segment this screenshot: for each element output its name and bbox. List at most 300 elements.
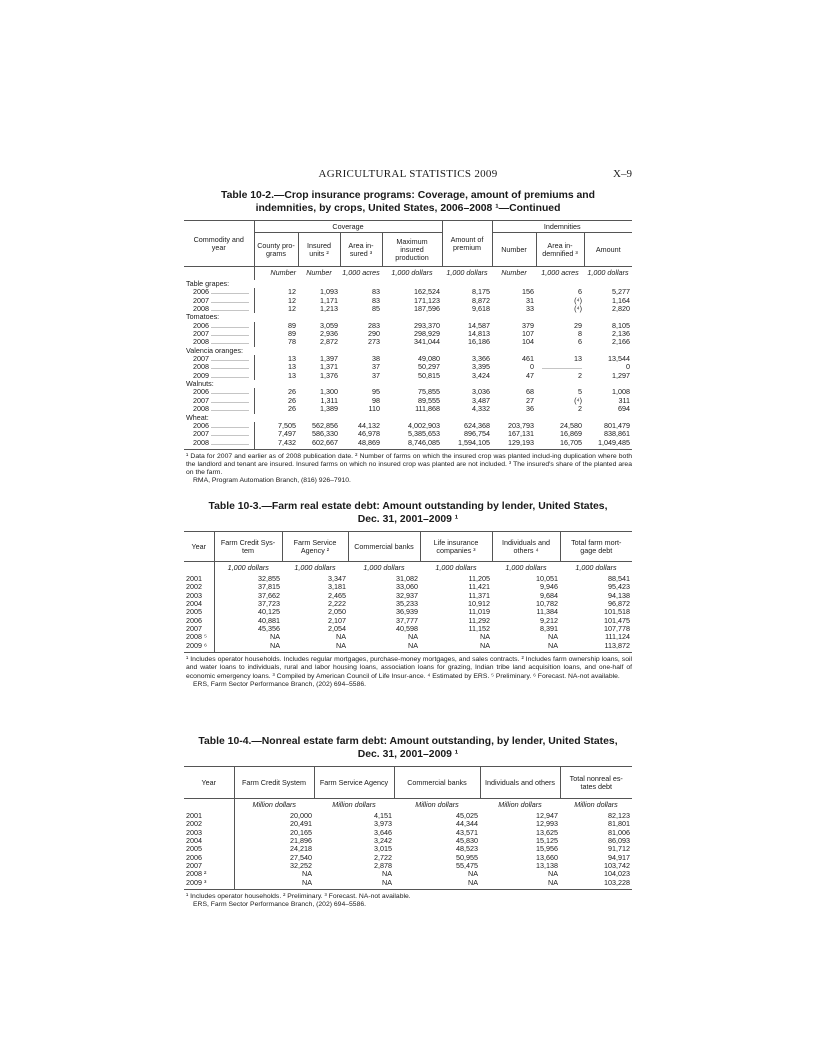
table-cell: 2,054 (328, 624, 346, 634)
table-10-4-title (184, 735, 632, 761)
table-row (184, 854, 632, 862)
table-cell: 1,171 (320, 295, 338, 305)
units-cell: Million dollars (332, 800, 376, 809)
row-year: 2002 (186, 582, 202, 592)
units-cell: Number (501, 268, 527, 277)
table-cell: 50,297 (418, 362, 440, 372)
table-cell: 111,124 (605, 632, 630, 642)
table-cell: 13,544 (608, 354, 630, 364)
table-cell: 95,423 (608, 582, 630, 592)
table-cell: 5 (578, 387, 582, 397)
table-cell: 45,025 (456, 811, 478, 820)
table-cell: 103,228 (604, 877, 630, 887)
col-header-amount: Amount (584, 233, 632, 267)
table-cell: 3,059 (320, 320, 338, 330)
units-cell (184, 799, 234, 813)
table-cell: 37,815 (214, 583, 282, 591)
row-year: 2003 (186, 590, 202, 600)
table-cell: NA (234, 879, 314, 890)
table-cell: 8,872 (472, 295, 490, 305)
table-cell: 9,212 (540, 615, 558, 625)
title-line: Table 10-3.—Farm real estate debt: Amount outstanding by lender, United States, (208, 501, 608, 512)
table-cell: 15,125 (536, 836, 558, 846)
table-cell: 1,164 (612, 295, 630, 305)
table-row (184, 297, 632, 305)
table-cell: 2 (578, 404, 582, 414)
table-cell: 1,093 (320, 287, 338, 297)
col-header: Total nonreal es- tates debt (560, 767, 632, 799)
table-cell: 13 (254, 372, 298, 380)
table-cell: 298,929 (414, 329, 440, 339)
table-cell: 1,213 (320, 304, 338, 314)
units-cell: 1,000 dollars (575, 563, 617, 572)
table-cell: 0 (530, 362, 534, 372)
table-cell: 45,830 (456, 836, 478, 846)
source-line: ERS, Farm Sector Performance Branch, (202) 694–5586. (193, 901, 367, 909)
leader-dots: ................... (209, 337, 249, 347)
table-cell: 47 (526, 370, 534, 380)
table-cell: 12 (254, 297, 298, 305)
table-cell: 13 (254, 355, 298, 363)
table-cell: 2,166 (612, 337, 630, 347)
table-row (184, 845, 632, 853)
table-cell: 1,049,485 (598, 437, 630, 447)
row-year: 2004 (186, 836, 202, 846)
col-header: Farm Credit System (234, 767, 314, 799)
table-cell: 1,371 (320, 362, 338, 372)
group-row (184, 280, 632, 288)
table-cell: 98 (372, 395, 380, 405)
table-cell: 11,292 (468, 615, 490, 625)
table-row (184, 820, 632, 828)
row-year: 2005 (186, 607, 202, 617)
table-cell: 94,138 (608, 590, 630, 600)
table-cell: 1,389 (320, 404, 338, 414)
footnote-text: ¹ Data for 2007 and earlier as of 2008 publication date. ² Number of farms on which the insured crop was planted includ-ing duplication where both the landlord and tenant are insured. Insured farms on which no insured crop was planted are not included. ³ The insured's share of the planted area on the farm. (186, 452, 632, 477)
table-cell: 27 (526, 395, 534, 405)
table-cell: 156 (522, 287, 534, 297)
table-cell: 3,487 (472, 395, 490, 405)
table-cell: 562,856 (312, 420, 338, 430)
table-cell: 13,138 (536, 861, 558, 871)
units-cell: 1,000 dollars (363, 563, 405, 572)
group-row (184, 380, 632, 388)
table-row (184, 305, 632, 313)
table-cell: 1,311 (320, 395, 338, 405)
col-header: Commercial banks (394, 767, 480, 799)
table-cell: 75,855 (418, 387, 440, 397)
table-cell: 11,152 (468, 624, 490, 634)
table-cell: 40,598 (396, 624, 418, 634)
group-row (184, 347, 632, 355)
col-header-max-insured: Maximum insured production (382, 233, 442, 267)
col-header: Year (184, 532, 214, 562)
table-cell: 9,946 (540, 582, 558, 592)
table-cell: 2,936 (320, 329, 338, 339)
row-year: 2009 ³ (186, 877, 207, 887)
table-cell: 37,723 (214, 600, 282, 608)
col-header: Year (184, 767, 234, 799)
table-cell: .................... (542, 362, 582, 372)
table-cell: 46,978 (358, 429, 380, 439)
table-cell: 7,497 (254, 430, 298, 438)
row-year: 2008 ................... (193, 337, 249, 347)
table-cell: 110 (368, 404, 380, 414)
table-cell: 3,242 (374, 836, 392, 846)
table-cell: 29 (574, 320, 582, 330)
table-cell: 40,881 (214, 617, 282, 625)
row-year: 2003 (186, 827, 202, 837)
col-header: Individuals and others ⁴ (492, 532, 560, 562)
units-cell: 1,000 dollars (294, 563, 336, 572)
table-cell: 1,594,105 (458, 437, 490, 447)
table-cell: 4,151 (374, 811, 392, 820)
table-cell: 8 (578, 329, 582, 339)
leader-dots: ................... (209, 304, 249, 314)
table-cell: 104 (522, 337, 534, 347)
row-year: 2007 ................... (193, 354, 249, 364)
table-cell: 37,662 (214, 592, 282, 600)
table-cell: 3,347 (328, 574, 346, 583)
table-cell: 461 (522, 354, 534, 364)
table-cell: 32,855 (214, 575, 282, 583)
table-cell: 15,956 (536, 844, 558, 854)
leader-dots: ................... (209, 287, 249, 297)
table-row (184, 322, 632, 330)
row-year: 2007 ................... (193, 329, 249, 339)
table-10-2-notes (184, 453, 632, 486)
table-cell: 2,222 (328, 599, 346, 609)
table-row (184, 812, 632, 820)
table-cell: 2,878 (374, 861, 392, 871)
table-cell: 3,036 (472, 387, 490, 397)
table-cell: 32,252 (234, 862, 314, 870)
table-cell: 95 (372, 387, 380, 397)
table-row (184, 870, 632, 878)
footnote-text: ¹ Includes operator households. ² Preliminary. ³ Forecast. NA-not available. (186, 893, 411, 901)
table-cell: 6 (578, 337, 582, 347)
table-cell: 48,869 (358, 437, 380, 447)
col-header-county: County pro- grams (254, 233, 298, 267)
page-number: X–9 (613, 168, 632, 180)
group-label: Walnuts: (186, 379, 214, 389)
table-cell: 26 (254, 397, 298, 405)
row-year: 2004 (186, 599, 202, 609)
table-row (184, 338, 632, 346)
row-year: 2008 ................... (193, 404, 249, 414)
table-cell: 838,861 (604, 429, 630, 439)
col-header-insured-units: Insured units ² (298, 233, 340, 267)
table-cell: 8,175 (472, 287, 490, 297)
units-cell: 1,000 dollars (446, 268, 488, 277)
leader-dots: ................... (209, 437, 249, 447)
table-cell: NA (468, 869, 478, 879)
row-year: 2005 (186, 844, 202, 854)
table-10-2-block (184, 189, 632, 486)
units-cell: Number (254, 267, 298, 281)
table-cell: 273 (368, 337, 380, 347)
group-label: Tomatoes: (186, 312, 220, 322)
table-row (184, 829, 632, 837)
table-cell: 68 (526, 387, 534, 397)
table-cell: 2,136 (612, 329, 630, 339)
leader-dots: ................... (209, 395, 249, 405)
table-cell: 83 (372, 295, 380, 305)
table-row (184, 862, 632, 870)
table-cell: 85 (372, 304, 380, 314)
table-cell: 101,518 (604, 607, 630, 617)
table-cell: 167,131 (508, 429, 534, 439)
leader-dots: ................... (209, 404, 249, 414)
table-cell: (⁴) (574, 304, 582, 314)
table-cell: 129,193 (508, 437, 534, 447)
table-cell: 16,869 (560, 429, 582, 439)
col-header-premium: Amount of premium (442, 221, 492, 267)
units-cell: Million dollars (574, 800, 618, 809)
leader-dots: ................... (209, 370, 249, 380)
table-cell: 3,973 (374, 819, 392, 829)
table-cell: 104,023 (604, 869, 630, 879)
title-line: Dec. 31, 2001–2009 ¹ (357, 514, 459, 525)
table-cell: 38 (372, 354, 380, 364)
table-cell: 5,277 (612, 287, 630, 297)
table-cell: 12 (254, 288, 298, 296)
table-row (184, 439, 632, 450)
running-header-title: AGRICULTURAL STATISTICS 2009 (318, 168, 498, 180)
title-line: Table 10-4.—Nonreal estate farm debt: Amount outstanding, by lender, United States, (198, 736, 618, 747)
table-cell: NA (480, 640, 490, 650)
table-cell: 2,722 (374, 852, 392, 862)
col-header: Life insurance companies ³ (420, 532, 492, 562)
group-label: Table grapes: (186, 279, 230, 288)
table-cell: 24,218 (234, 845, 314, 853)
table-cell: 2,465 (328, 590, 346, 600)
units-cell: 1,000 acres (541, 268, 579, 277)
units-cell: 1,000 dollars (214, 562, 282, 576)
table-cell: (⁴) (574, 295, 582, 305)
units-cell: Number (306, 268, 332, 277)
table-cell: NA (234, 870, 314, 878)
table-cell: 801,479 (604, 420, 630, 430)
table-cell: 187,596 (414, 304, 440, 314)
table-cell: 8,746,085 (408, 437, 440, 447)
table-cell: 1,376 (320, 370, 338, 380)
units-cell: Million dollars (415, 800, 459, 809)
table-cell: 78 (254, 338, 298, 346)
table-cell: 3,424 (472, 370, 490, 380)
table-cell: NA (214, 633, 282, 641)
table-cell: 89 (254, 322, 298, 330)
leader-dots: ................... (209, 420, 249, 430)
table-cell: 107,778 (604, 624, 630, 634)
table-cell: 11,421 (468, 582, 490, 592)
table-cell: 33,060 (396, 582, 418, 592)
table-row (184, 405, 632, 413)
col-header-indemnities: Indemnities (492, 221, 632, 233)
table-cell: 16,705 (560, 437, 582, 447)
row-year: 2002 (186, 819, 202, 829)
table-cell: 1,008 (612, 387, 630, 397)
table-cell: 4,002,903 (408, 420, 440, 430)
table-cell: 602,667 (312, 437, 338, 447)
units-cell: Million dollars (234, 799, 314, 813)
table-cell: 49,080 (418, 354, 440, 364)
row-year: 2008 ² (186, 869, 207, 879)
table-cell: 11,384 (536, 607, 558, 617)
table-cell: 12 (254, 305, 298, 313)
units-cell (184, 267, 254, 281)
source-line: RMA, Program Automation Branch, (816) 926–7910. (193, 477, 351, 485)
table-10-4 (184, 766, 632, 890)
footnote-text: ¹ Includes operator households. Includes regular mortgages, purchase-money mortgages, and sales contracts. ² Includes farm ownership loans, soil and water loans to individuals, rural and labor housing loans, association loans for grazing, Indian tribe land acquisition loans, and one-half of economic emergency loans. ³ Compiled by American Council of Life Insur-ance. ⁴ Estimated by ERS. ⁵ Preliminary. ⁶ Forecast. NA-not available. (186, 656, 632, 680)
col-header-area-indem: Area in- demnified ³ (536, 233, 584, 267)
table-cell: 10,912 (468, 599, 490, 609)
table-row (184, 642, 632, 653)
row-year: 2007 ................... (193, 429, 249, 439)
table-cell: 7,505 (254, 422, 298, 430)
table-cell: 94,917 (608, 852, 630, 862)
table-cell: 3,015 (374, 844, 392, 854)
col-header-area-insured: Area in- sured ³ (340, 233, 382, 267)
units-cell: Million dollars (498, 800, 542, 809)
table-cell: NA (382, 877, 392, 887)
table-10-3-header-row (184, 532, 632, 562)
table-10-3-body (184, 562, 632, 653)
table-cell: 8,391 (540, 624, 558, 634)
table-cell: 89 (254, 330, 298, 338)
table-10-3-notes (184, 656, 632, 689)
table-cell: 37,777 (396, 615, 418, 625)
table-10-3-title (184, 500, 632, 526)
title-line: indemnities, by crops, United States, 2006–2008 ¹—Continued (255, 203, 561, 214)
table-10-4-body (184, 799, 632, 890)
table-cell: 9,684 (540, 590, 558, 600)
table-cell: NA (408, 640, 418, 650)
table-cell: 86,093 (608, 836, 630, 846)
table-cell: 27,540 (234, 854, 314, 862)
table-cell: NA (408, 632, 418, 642)
table-cell: 36,939 (396, 607, 418, 617)
table-cell: 35,233 (396, 599, 418, 609)
table-cell: 694 (618, 404, 630, 414)
table-cell: 6 (578, 287, 582, 297)
table-row (184, 837, 632, 845)
table-cell: 40,125 (214, 608, 282, 616)
table-cell: 2,107 (328, 615, 346, 625)
table-cell: 24,580 (560, 420, 582, 430)
table-cell: 4,332 (472, 404, 490, 414)
table-cell: 82,123 (608, 811, 630, 820)
running-header (184, 168, 632, 182)
leader-dots: ................... (209, 387, 249, 397)
table-cell: 13,660 (536, 852, 558, 862)
table-cell: 50,955 (456, 852, 478, 862)
table-cell: 31 (526, 295, 534, 305)
group-row (184, 313, 632, 321)
table-cell: 11,019 (468, 607, 490, 617)
table-cell: NA (548, 640, 558, 650)
table-cell: 12,993 (536, 819, 558, 829)
table-cell: 341,044 (414, 337, 440, 347)
table-cell: 55,475 (456, 861, 478, 871)
leader-dots: ................... (209, 329, 249, 339)
table-cell: 1,397 (320, 354, 338, 364)
table-row (184, 388, 632, 396)
table-cell: 14,587 (468, 320, 490, 330)
table-cell: NA (548, 632, 558, 642)
table-cell: 13,625 (536, 827, 558, 837)
table-cell: 107 (522, 329, 534, 339)
table-cell: 2,050 (328, 607, 346, 617)
col-header: Total farm mort- gage debt (560, 532, 632, 562)
table-cell: 290 (368, 329, 380, 339)
table-cell: 8,105 (612, 320, 630, 330)
row-year: 2007 (186, 624, 202, 634)
table-cell: 91,712 (608, 844, 630, 854)
units-cell: 1,000 acres (342, 268, 380, 277)
table-cell: NA (382, 869, 392, 879)
table-cell: 89,555 (418, 395, 440, 405)
table-10-2 (184, 220, 632, 450)
units-cell: 1,000 dollars (505, 563, 547, 572)
table-cell: 162,524 (414, 287, 440, 297)
col-header-commodity: Commodity and year (184, 221, 254, 267)
group-label: Wheat: (186, 412, 209, 422)
table-cell: 896,754 (464, 429, 490, 439)
row-year: 2006 (186, 852, 202, 862)
leader-dots: ................... (209, 320, 249, 330)
table-cell: 9,618 (472, 304, 490, 314)
table-cell: 32,937 (396, 590, 418, 600)
table-cell: 113,872 (604, 640, 630, 650)
table-cell: 12,947 (536, 811, 558, 820)
table-cell: 3,181 (328, 582, 346, 592)
table-cell: 586,330 (312, 429, 338, 439)
table-cell: 103,742 (604, 861, 630, 871)
table-cell: 20,491 (234, 820, 314, 828)
table-cell: 10,051 (536, 574, 558, 583)
units-cell: 1,000 dollars (435, 563, 477, 572)
table-cell: NA (336, 640, 346, 650)
table-cell: 50,815 (418, 370, 440, 380)
row-year: 2007 ................... (193, 395, 249, 405)
table-cell: 13 (254, 363, 298, 371)
leader-dots: ................... (209, 354, 249, 364)
table-row (184, 372, 632, 380)
col-header: Farm Service Agency (314, 767, 394, 799)
table-cell: 2,820 (612, 304, 630, 314)
table-cell: 293,370 (414, 320, 440, 330)
table-cell: NA (548, 877, 558, 887)
row-year: 2008 ................... (193, 304, 249, 314)
table-cell: 0 (626, 362, 630, 372)
table-cell: 5,385,653 (408, 429, 440, 439)
row-year: 2007 (186, 861, 202, 871)
table-cell: 379 (522, 320, 534, 330)
table-cell: 37 (372, 362, 380, 372)
title-line: Table 10-2.—Crop insurance programs: Coverage, amount of premiums and (221, 190, 595, 201)
row-year: 2009 ................... (193, 370, 249, 380)
table-cell: 81,006 (608, 827, 630, 837)
units-row (184, 799, 632, 813)
table-row (184, 397, 632, 405)
table-cell: 31,082 (396, 574, 418, 583)
table-cell: 36 (526, 404, 534, 414)
table-row (184, 363, 632, 371)
table-cell: 44,132 (358, 420, 380, 430)
table-cell: NA (336, 632, 346, 642)
units-row (184, 267, 632, 281)
